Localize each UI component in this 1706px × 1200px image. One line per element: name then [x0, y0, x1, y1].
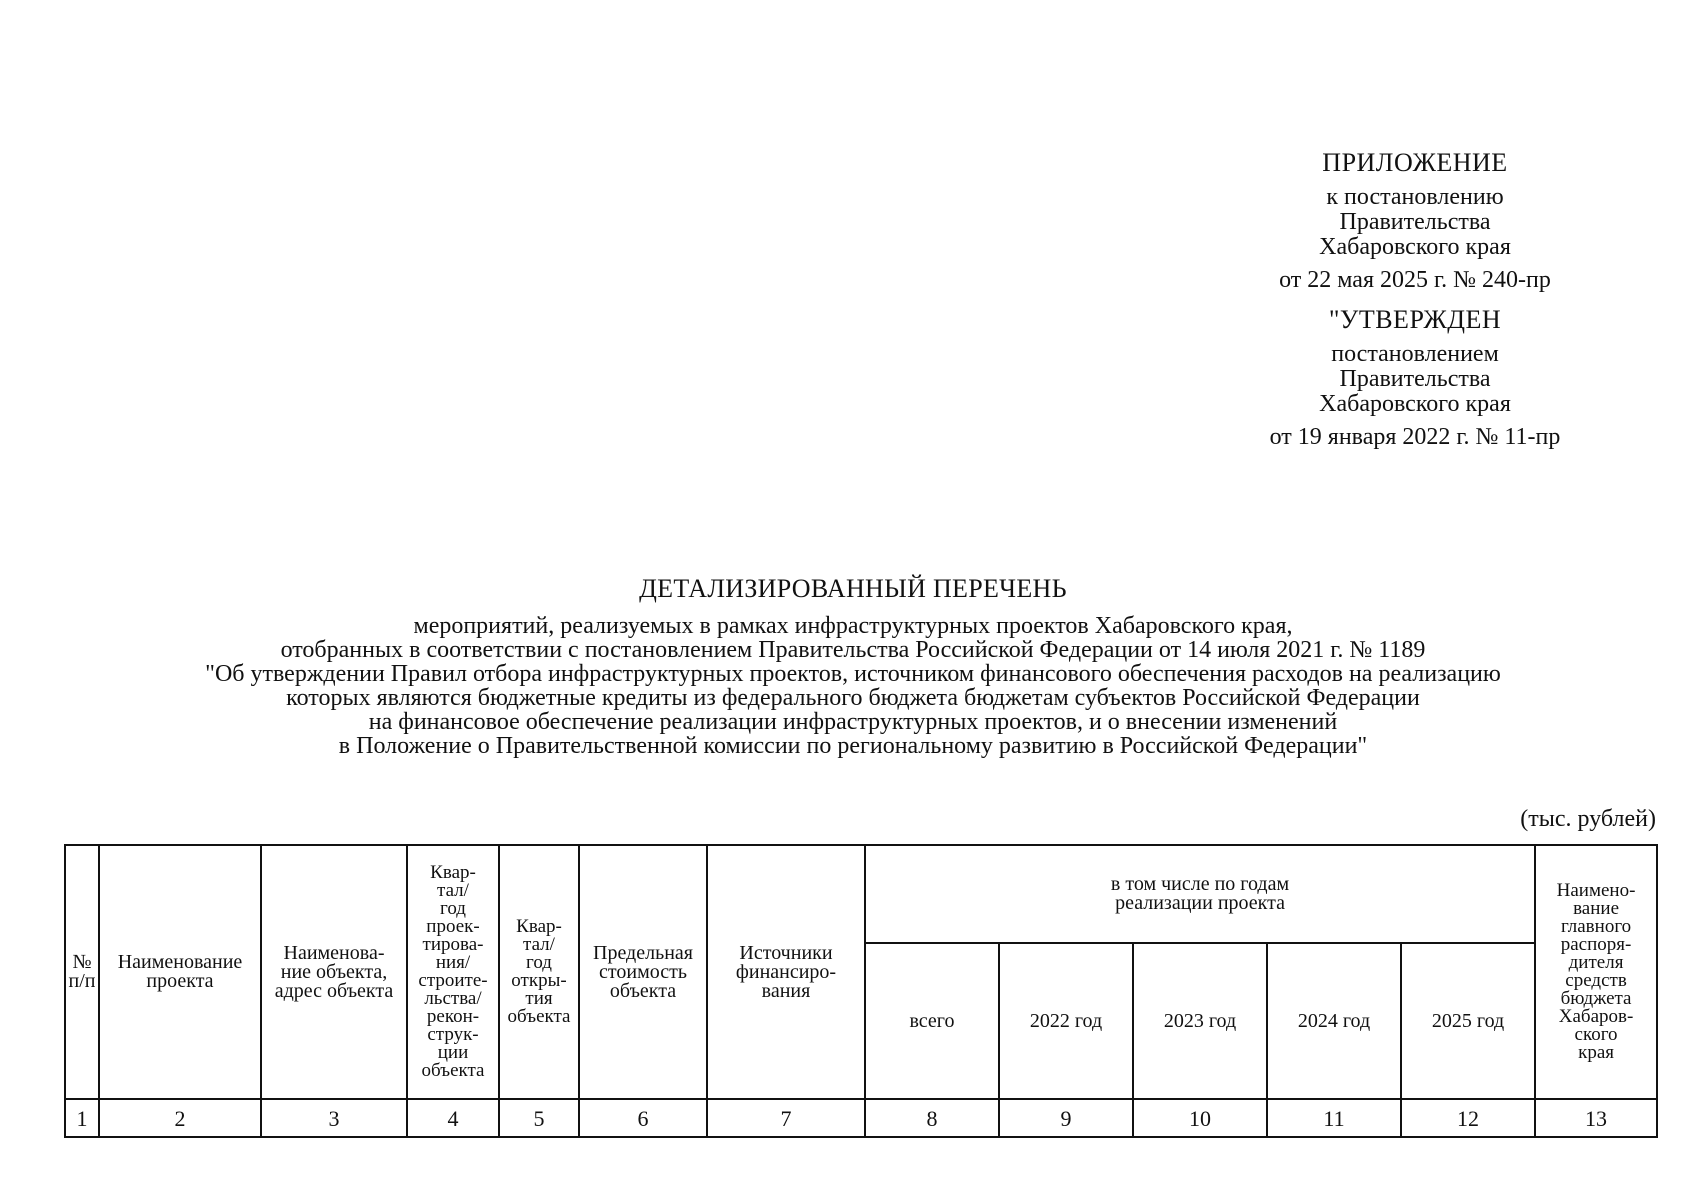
column-number: 7 — [707, 1099, 865, 1137]
column-number: 11 — [1267, 1099, 1401, 1137]
column-number: 2 — [99, 1099, 261, 1137]
header-quarter-design: Квар- тал/ год проек- тирова- ния/ строите- льства/ рекон- струк- ции объекта — [407, 845, 499, 1099]
subtitle-line: на финансовое обеспечение реализации инфраструктурных проектов, и о внесении изменений — [368, 709, 1338, 735]
column-numbers-row — [65, 1099, 1657, 1137]
header-num: № п/п — [65, 845, 99, 1099]
projects-table — [64, 844, 1658, 1138]
subtitle-line: мероприятий, реализуемых в рамках инфраструктурных проектов Хабаровского края, — [413, 613, 1293, 639]
column-number: 13 — [1535, 1099, 1657, 1137]
appendix-line-2: Правительства — [1339, 209, 1491, 235]
header-max-cost: Предельная стоимость объекта — [579, 845, 707, 1099]
subtitle-line: "Об утверждении Правил отбора инфраструктурных проектов, источником финансового обеспечения расходов на реализацию — [205, 661, 1501, 687]
subtitle-line: которых являются бюджетные кредиты из федерального бюджета бюджетам субъектов Российской Федерации — [286, 685, 1420, 711]
header-total: всего — [865, 943, 999, 1099]
header-manager: Наимено- вание главного распоря- дителя средств бюджета Хабаров- ского края — [1535, 845, 1657, 1099]
header-year-2022: 2022 год — [999, 943, 1133, 1099]
approved-line-1: постановлением — [1331, 341, 1499, 367]
appendix-line-3: Хабаровского края — [1319, 234, 1511, 260]
column-number: 4 — [407, 1099, 499, 1137]
header-years-group: в том числе по годам реализации проекта — [865, 845, 1535, 943]
document-title: ДЕТАЛИЗИРОВАННЫЙ ПЕРЕЧЕНЬ — [639, 574, 1067, 603]
column-number: 9 — [999, 1099, 1133, 1137]
document-subtitle — [40, 614, 1666, 758]
header-sources: Источники финансиро- вания — [707, 845, 865, 1099]
approval-block — [1220, 150, 1610, 464]
appendix-heading: ПРИЛОЖЕНИЕ — [1322, 148, 1508, 177]
column-number: 10 — [1133, 1099, 1267, 1137]
approved-line-2: Правительства — [1339, 366, 1491, 392]
header-quarter-open: Квар- тал/ год откры- тия объекта — [499, 845, 579, 1099]
header-year-2023: 2023 год — [1133, 943, 1267, 1099]
header-project-name: Наименование проекта — [99, 845, 261, 1099]
appendix-line-1: к постановлению — [1326, 184, 1504, 210]
approved-heading: "УТВЕРЖДЕН — [1328, 305, 1502, 334]
column-number: 12 — [1401, 1099, 1535, 1137]
approved-line-3: Хабаровского края — [1319, 391, 1511, 417]
column-number: 6 — [579, 1099, 707, 1137]
header-year-2024: 2024 год — [1267, 943, 1401, 1099]
column-number: 8 — [865, 1099, 999, 1137]
appendix-date: от 22 мая 2025 г. № 240-пр — [1279, 267, 1551, 293]
header-year-2025: 2025 год — [1401, 943, 1535, 1099]
header-object-name: Наименова- ние объекта, адрес объекта — [261, 845, 407, 1099]
units-label: (тыс. рублей) — [1520, 806, 1656, 832]
subtitle-line: в Положение о Правительственной комиссии по региональному развитию в Российской Федерации" — [338, 733, 1368, 759]
approved-date: от 19 января 2022 г. № 11-пр — [1269, 424, 1561, 450]
subtitle-line: отобранных в соответствии с постановлением Правительства Российской Федерации от 14 июля 2021 г. № 1189 — [280, 637, 1426, 663]
column-number: 1 — [65, 1099, 99, 1137]
column-number: 3 — [261, 1099, 407, 1137]
column-number: 5 — [499, 1099, 579, 1137]
